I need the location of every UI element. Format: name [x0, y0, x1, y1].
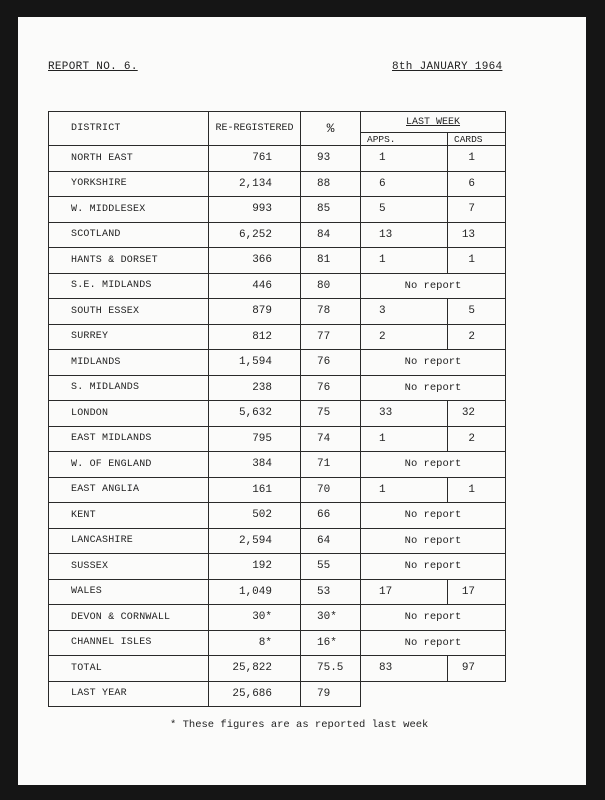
cards-cell: 17: [448, 579, 506, 605]
district-cell: SURREY: [49, 324, 209, 350]
percent-cell: 88: [301, 171, 361, 197]
table-row: [49, 273, 506, 299]
percent-cell: 79: [301, 681, 361, 707]
apps-cell: 17: [361, 579, 448, 605]
re-registered-cell: 25,686: [209, 681, 301, 707]
district-cell: YORKSHIRE: [49, 171, 209, 197]
percent-cell: 76: [301, 350, 361, 376]
percent-cell: 75.5: [301, 656, 361, 682]
apps-cell: 6: [361, 171, 448, 197]
no-report-cell: No report: [361, 350, 506, 376]
no-report-cell: No report: [361, 452, 506, 478]
re-registered-cell: 192: [209, 554, 301, 580]
re-registered-cell: 25,822: [209, 656, 301, 682]
district-cell: EAST MIDLANDS: [49, 426, 209, 452]
apps-cell: 2: [361, 324, 448, 350]
percent-cell: 30*: [301, 605, 361, 631]
district-cell: S.E. MIDLANDS: [49, 273, 209, 299]
re-registered-cell: 812: [209, 324, 301, 350]
cards-cell: 7: [448, 197, 506, 223]
percent-cell: 78: [301, 299, 361, 325]
percent-header: %: [301, 112, 361, 146]
cards-cell: 1: [448, 248, 506, 274]
apps-header: APPS.: [361, 133, 448, 146]
apps-cell: 1: [361, 477, 448, 503]
no-report-cell: No report: [361, 605, 506, 631]
last-week-header: LAST WEEK: [361, 112, 506, 133]
percent-cell: 66: [301, 503, 361, 529]
table-row: [49, 146, 506, 172]
no-report-cell: No report: [361, 503, 506, 529]
cards-cell: 1: [448, 146, 506, 172]
cards-cell: 32: [448, 401, 506, 427]
re-registered-cell: 8*: [209, 630, 301, 656]
apps-cell: 1: [361, 146, 448, 172]
table-row: [49, 324, 506, 350]
percent-cell: 84: [301, 222, 361, 248]
re-registered-cell: 446: [209, 273, 301, 299]
table-row: [49, 248, 506, 274]
no-report-cell: No report: [361, 554, 506, 580]
re-registered-cell: 30*: [209, 605, 301, 631]
table-row: [49, 452, 506, 478]
apps-cell: 3: [361, 299, 448, 325]
apps-cell: 13: [361, 222, 448, 248]
percent-cell: 16*: [301, 630, 361, 656]
re-registered-cell: 5,632: [209, 401, 301, 427]
apps-cell: 1: [361, 248, 448, 274]
percent-cell: 80: [301, 273, 361, 299]
district-cell: HANTS & DORSET: [49, 248, 209, 274]
table-row: [49, 503, 506, 529]
district-cell: LAST YEAR: [49, 681, 209, 707]
district-cell: NORTH EAST: [49, 146, 209, 172]
table-row: [49, 426, 506, 452]
percent-cell: 74: [301, 426, 361, 452]
no-report-cell: No report: [361, 630, 506, 656]
header-row: [49, 112, 506, 133]
district-table: [48, 111, 506, 707]
district-cell: EAST ANGLIA: [49, 477, 209, 503]
re-registered-cell: 1,049: [209, 579, 301, 605]
last-year-row: [49, 681, 506, 707]
district-cell: W. OF ENGLAND: [49, 452, 209, 478]
cards-header: CARDS: [448, 133, 506, 146]
re-registered-cell: 161: [209, 477, 301, 503]
percent-cell: 77: [301, 324, 361, 350]
district-header: DISTRICT: [49, 112, 209, 146]
percent-cell: 70: [301, 477, 361, 503]
table-row: [49, 656, 506, 682]
district-cell: SOUTH ESSEX: [49, 299, 209, 325]
district-cell: LONDON: [49, 401, 209, 427]
table-row: [49, 197, 506, 223]
re-registered-cell: 993: [209, 197, 301, 223]
district-cell: TOTAL: [49, 656, 209, 682]
apps-cell: 5: [361, 197, 448, 223]
re-registered-cell: 1,594: [209, 350, 301, 376]
percent-cell: 85: [301, 197, 361, 223]
apps-cell: 1: [361, 426, 448, 452]
table-row: [49, 605, 506, 631]
table-body: [49, 146, 506, 707]
re-registered-cell: 384: [209, 452, 301, 478]
re-registered-header: RE-REGISTERED: [209, 112, 301, 146]
re-registered-cell: 2,594: [209, 528, 301, 554]
percent-cell: 81: [301, 248, 361, 274]
cards-cell: 6: [448, 171, 506, 197]
table-row: [49, 222, 506, 248]
table-row: [49, 350, 506, 376]
percent-cell: 76: [301, 375, 361, 401]
table-row: [49, 579, 506, 605]
cards-cell: 2: [448, 426, 506, 452]
table-row: [49, 630, 506, 656]
cards-cell: 5: [448, 299, 506, 325]
table-row: [49, 171, 506, 197]
table-row: [49, 375, 506, 401]
cards-cell: 1: [448, 477, 506, 503]
re-registered-cell: 879: [209, 299, 301, 325]
table-row: [49, 477, 506, 503]
re-registered-cell: 761: [209, 146, 301, 172]
apps-cell: 33: [361, 401, 448, 427]
re-registered-cell: 2,134: [209, 171, 301, 197]
percent-cell: 53: [301, 579, 361, 605]
district-cell: KENT: [49, 503, 209, 529]
district-cell: SCOTLAND: [49, 222, 209, 248]
table-row: [49, 554, 506, 580]
report-number: REPORT NO. 6.: [48, 61, 138, 73]
footnote: * These figures are as reported last week: [170, 719, 429, 731]
empty-cell: [361, 681, 506, 707]
no-report-cell: No report: [361, 528, 506, 554]
re-registered-cell: 795: [209, 426, 301, 452]
cards-cell: 2: [448, 324, 506, 350]
cards-cell: 13: [448, 222, 506, 248]
no-report-cell: No report: [361, 375, 506, 401]
district-cell: LANCASHIRE: [49, 528, 209, 554]
table-row: [49, 299, 506, 325]
percent-cell: 55: [301, 554, 361, 580]
district-cell: DEVON & CORNWALL: [49, 605, 209, 631]
district-cell: WALES: [49, 579, 209, 605]
apps-cell: 83: [361, 656, 448, 682]
percent-cell: 75: [301, 401, 361, 427]
cards-cell: 97: [448, 656, 506, 682]
report-date: 8th JANUARY 1964: [392, 61, 503, 73]
district-cell: S. MIDLANDS: [49, 375, 209, 401]
percent-cell: 93: [301, 146, 361, 172]
district-cell: W. MIDDLESEX: [49, 197, 209, 223]
table-row: [49, 401, 506, 427]
re-registered-cell: 6,252: [209, 222, 301, 248]
table-row: [49, 528, 506, 554]
re-registered-cell: 238: [209, 375, 301, 401]
re-registered-cell: 502: [209, 503, 301, 529]
percent-cell: 71: [301, 452, 361, 478]
percent-cell: 64: [301, 528, 361, 554]
district-cell: CHANNEL ISLES: [49, 630, 209, 656]
district-cell: SUSSEX: [49, 554, 209, 580]
re-registered-cell: 366: [209, 248, 301, 274]
district-cell: MIDLANDS: [49, 350, 209, 376]
no-report-cell: No report: [361, 273, 506, 299]
